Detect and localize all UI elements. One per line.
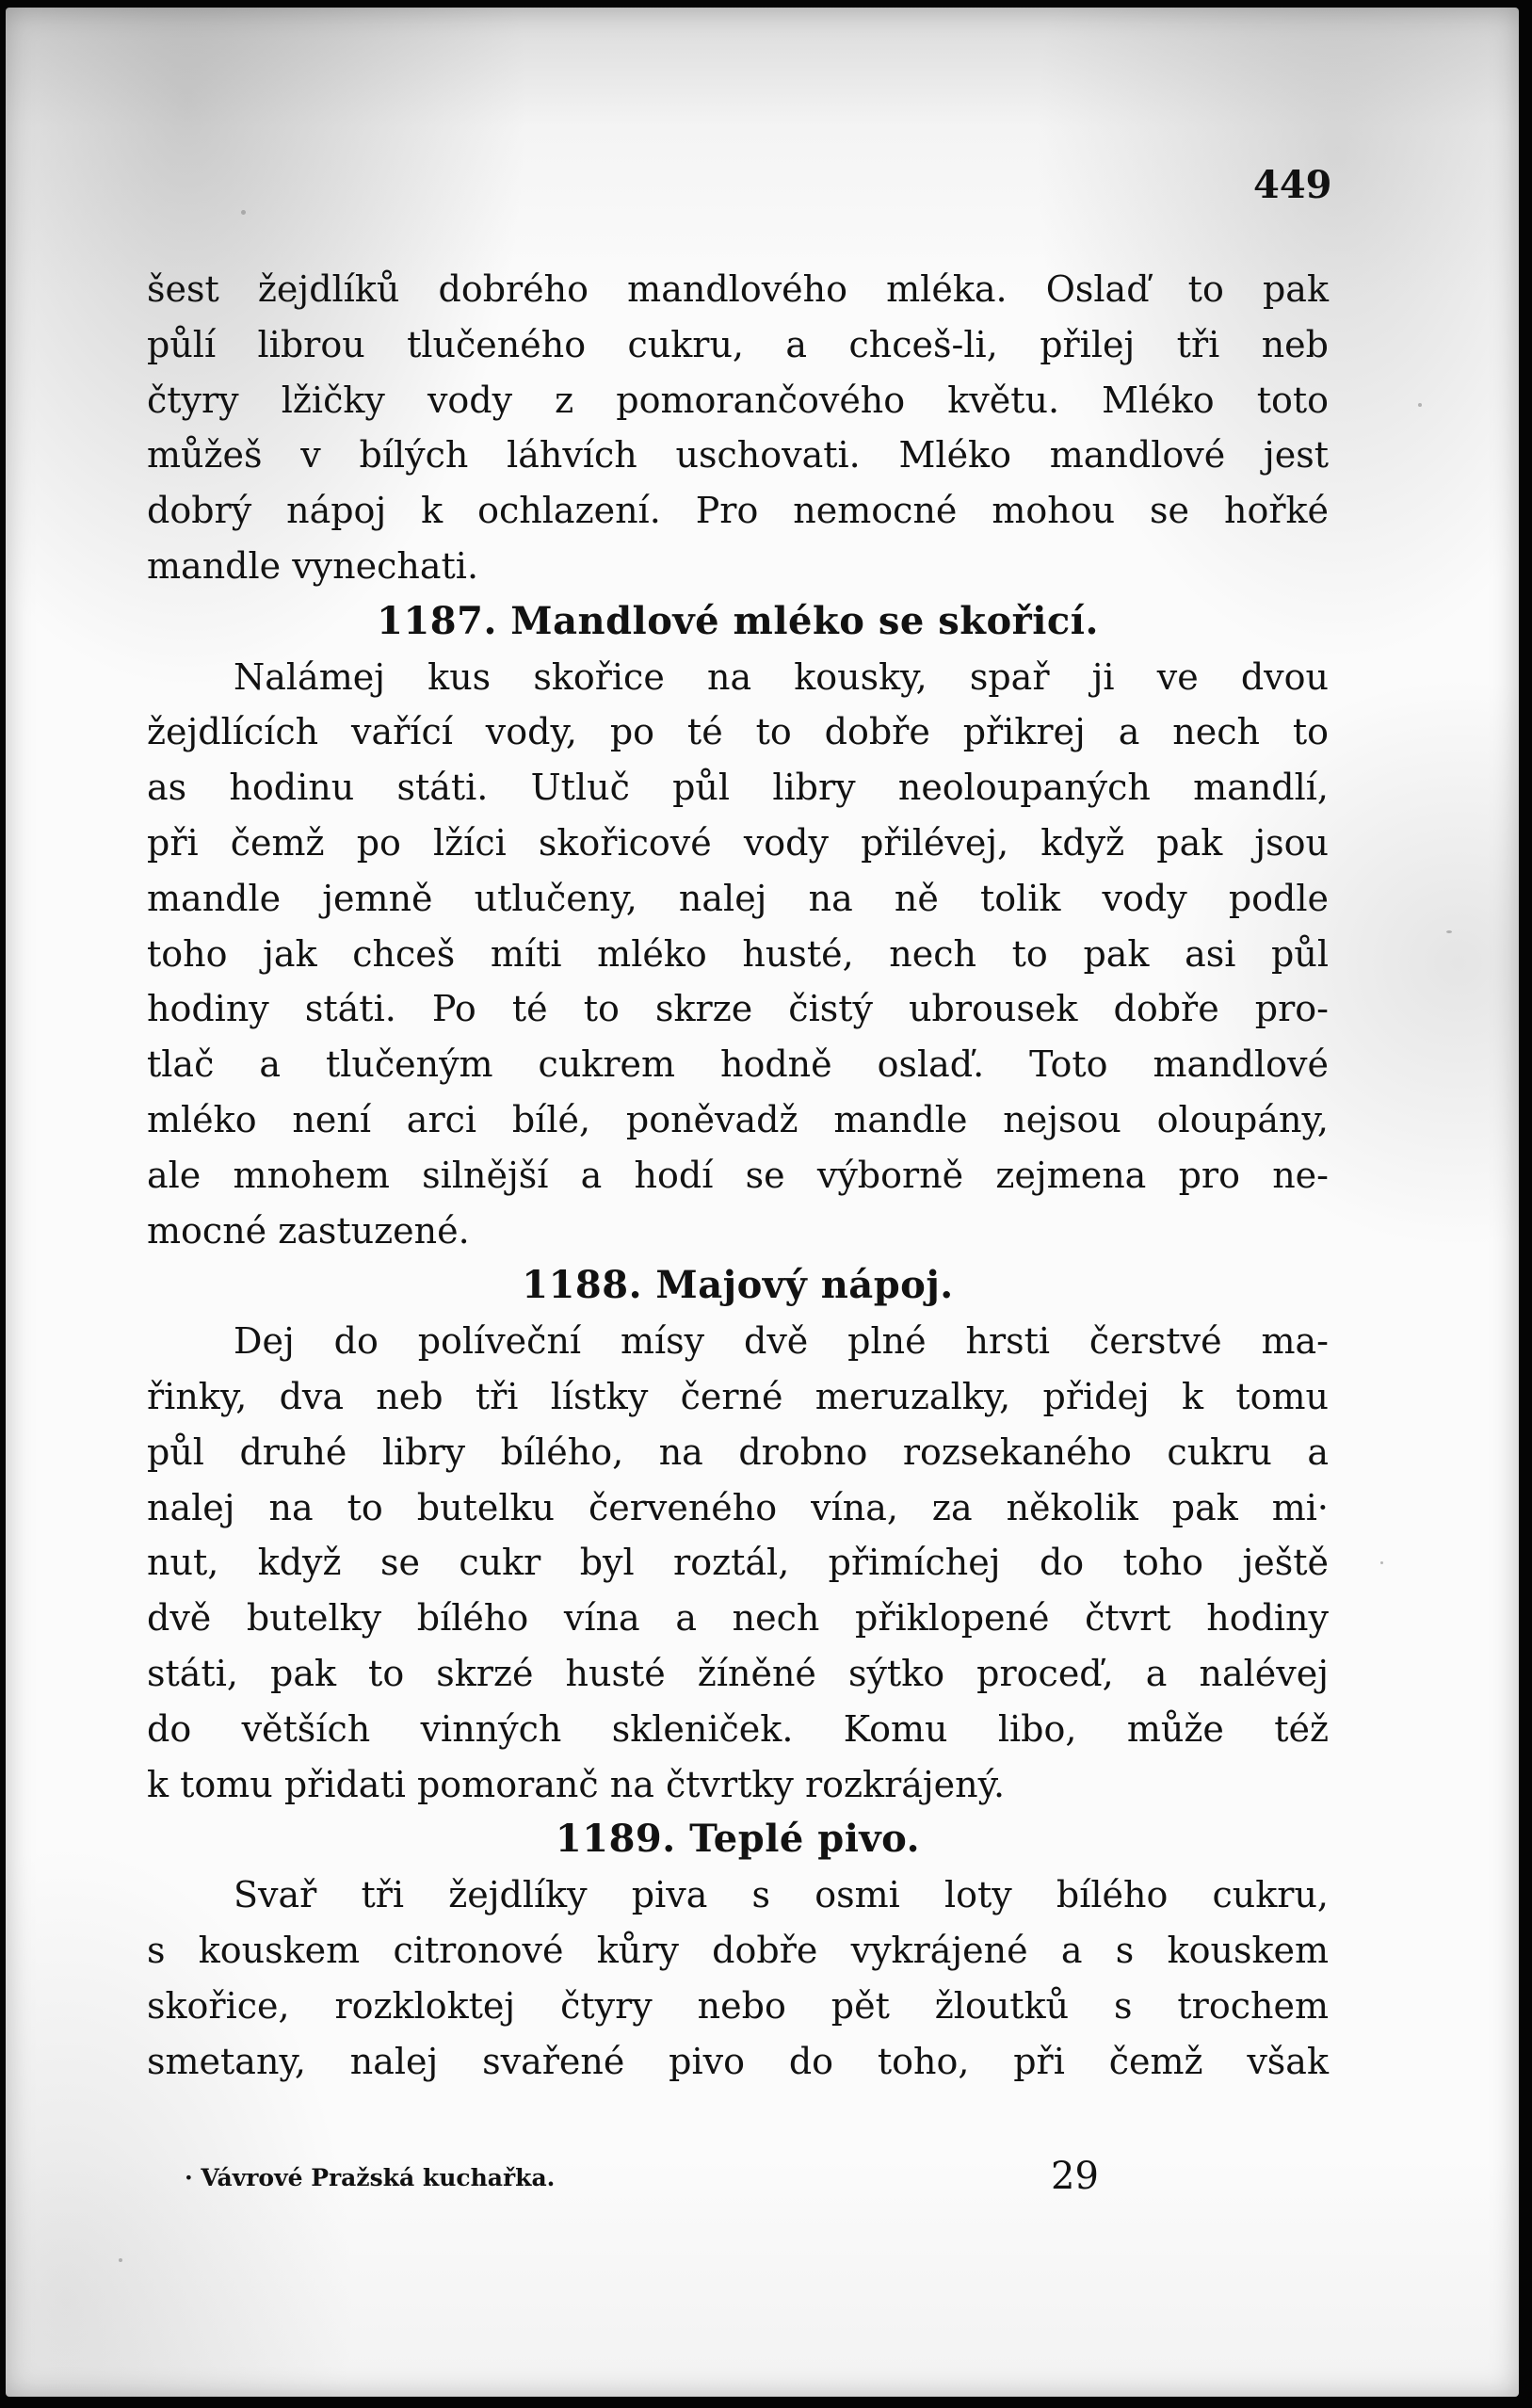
text-line: půlí librou tlučeného cukru, a chceš-li, přilej tři neb	[147, 323, 1329, 365]
text-line: do větších vinných skleniček. Komu libo, může též	[147, 1707, 1329, 1750]
text-line: žejdlících vařící vody, po té to dobře přikrej a nech to	[147, 711, 1329, 753]
text-line: toho jak chceš míti mléko husté, nech to pak asi půl	[147, 932, 1329, 975]
text-line: mandle jemně utlučeny, nalej na ně tolik vody podle	[147, 877, 1329, 919]
text-line: nut, když se cukr byl roztál, přimíchej do toho ještě	[147, 1542, 1329, 1584]
text-line: při čemž po lžíci skořicové vody přilévej, když pak jsou	[147, 821, 1329, 864]
footer-signature-mark: 29	[1051, 2155, 1099, 2198]
text-line: mandle vynechati.	[147, 544, 479, 587]
text-line: Nalámej kus skořice na kousky, spař ji ve dvou	[234, 655, 1329, 698]
text-line: půl druhé libry bílého, na drobno rozsekaného cukru a	[147, 1430, 1329, 1473]
text-line: k tomu přidati pomoranč na čtvrtky rozkrájený.	[147, 1763, 1006, 1805]
text-line: můžeš v bílých láhvích uschovati. Mléko mandlové jest	[147, 434, 1329, 477]
paper-speck	[1380, 1561, 1383, 1564]
text-line: skořice, rozkloktej čtyry nebo pět žloutků s trochem	[147, 1984, 1329, 2027]
recipe-heading: 1187. Mandlové mléko se skořicí.	[377, 598, 1099, 643]
text-line: dobrý nápoj k ochlazení. Pro nemocné mohou se hořké	[147, 490, 1329, 532]
text-line: Dej do políveční mísy dvě plné hrsti čerstvé ma-	[234, 1320, 1329, 1363]
text-line: tlač a tlučeným cukrem hodně oslaď. Toto mandlové	[147, 1043, 1329, 1086]
recipe-heading: 1188. Majový nápoj.	[522, 1263, 954, 1308]
page-text-block	[147, 262, 1329, 2089]
paper-speck	[1418, 403, 1422, 407]
paper-speck	[119, 2258, 122, 2262]
page-number: 449	[1253, 163, 1332, 207]
text-line: nalej na to butelku červeného vína, za několik pak mi·	[147, 1486, 1329, 1528]
text-line: šest žejdlíků dobrého mandlového mléka. Oslaď to pak	[147, 268, 1329, 310]
text-line: čtyry lžičky vody z pomorančového květu. Mléko toto	[147, 379, 1329, 421]
page-footer	[185, 2155, 1136, 2202]
text-line: as hodinu státi. Utluč půl libry neoloupaných mandlí,	[147, 767, 1329, 809]
text-line: ale mnohem silnější a hodí se výborně zejmena pro ne-	[147, 1154, 1329, 1196]
text-line: smetany, nalej svařené pivo do toho, při čemž však	[147, 2040, 1329, 2082]
text-line: státi, pak to skrzé husté žíněné sýtko proceď, a nalévej	[147, 1652, 1329, 1694]
text-line: s kouskem citronové kůry dobře vykrájené a s kouskem	[147, 1929, 1329, 1971]
text-line: mocné zastuzené.	[147, 1209, 470, 1252]
scanned-book-page	[6, 8, 1519, 2397]
paper-speck	[1446, 930, 1452, 933]
footer-book-title: · Vávrové Pražská kuchařka.	[185, 2164, 556, 2191]
text-line: dvě butelky bílého vína a nech přiklopené čtvrt hodiny	[147, 1597, 1329, 1640]
paper-speck	[241, 210, 246, 215]
text-line: řinky, dva neb tři lístky černé meruzalky, přidej k tomu	[147, 1375, 1329, 1417]
recipe-heading: 1189. Teplé pivo.	[555, 1817, 921, 1862]
text-line: hodiny státi. Po té to skrze čistý ubrousek dobře pro-	[147, 988, 1329, 1030]
text-line: mléko není arci bílé, poněvadž mandle nejsou oloupány,	[147, 1098, 1329, 1140]
text-line: Svař tři žejdlíky piva s osmi loty bílého cukru,	[234, 1874, 1329, 1916]
